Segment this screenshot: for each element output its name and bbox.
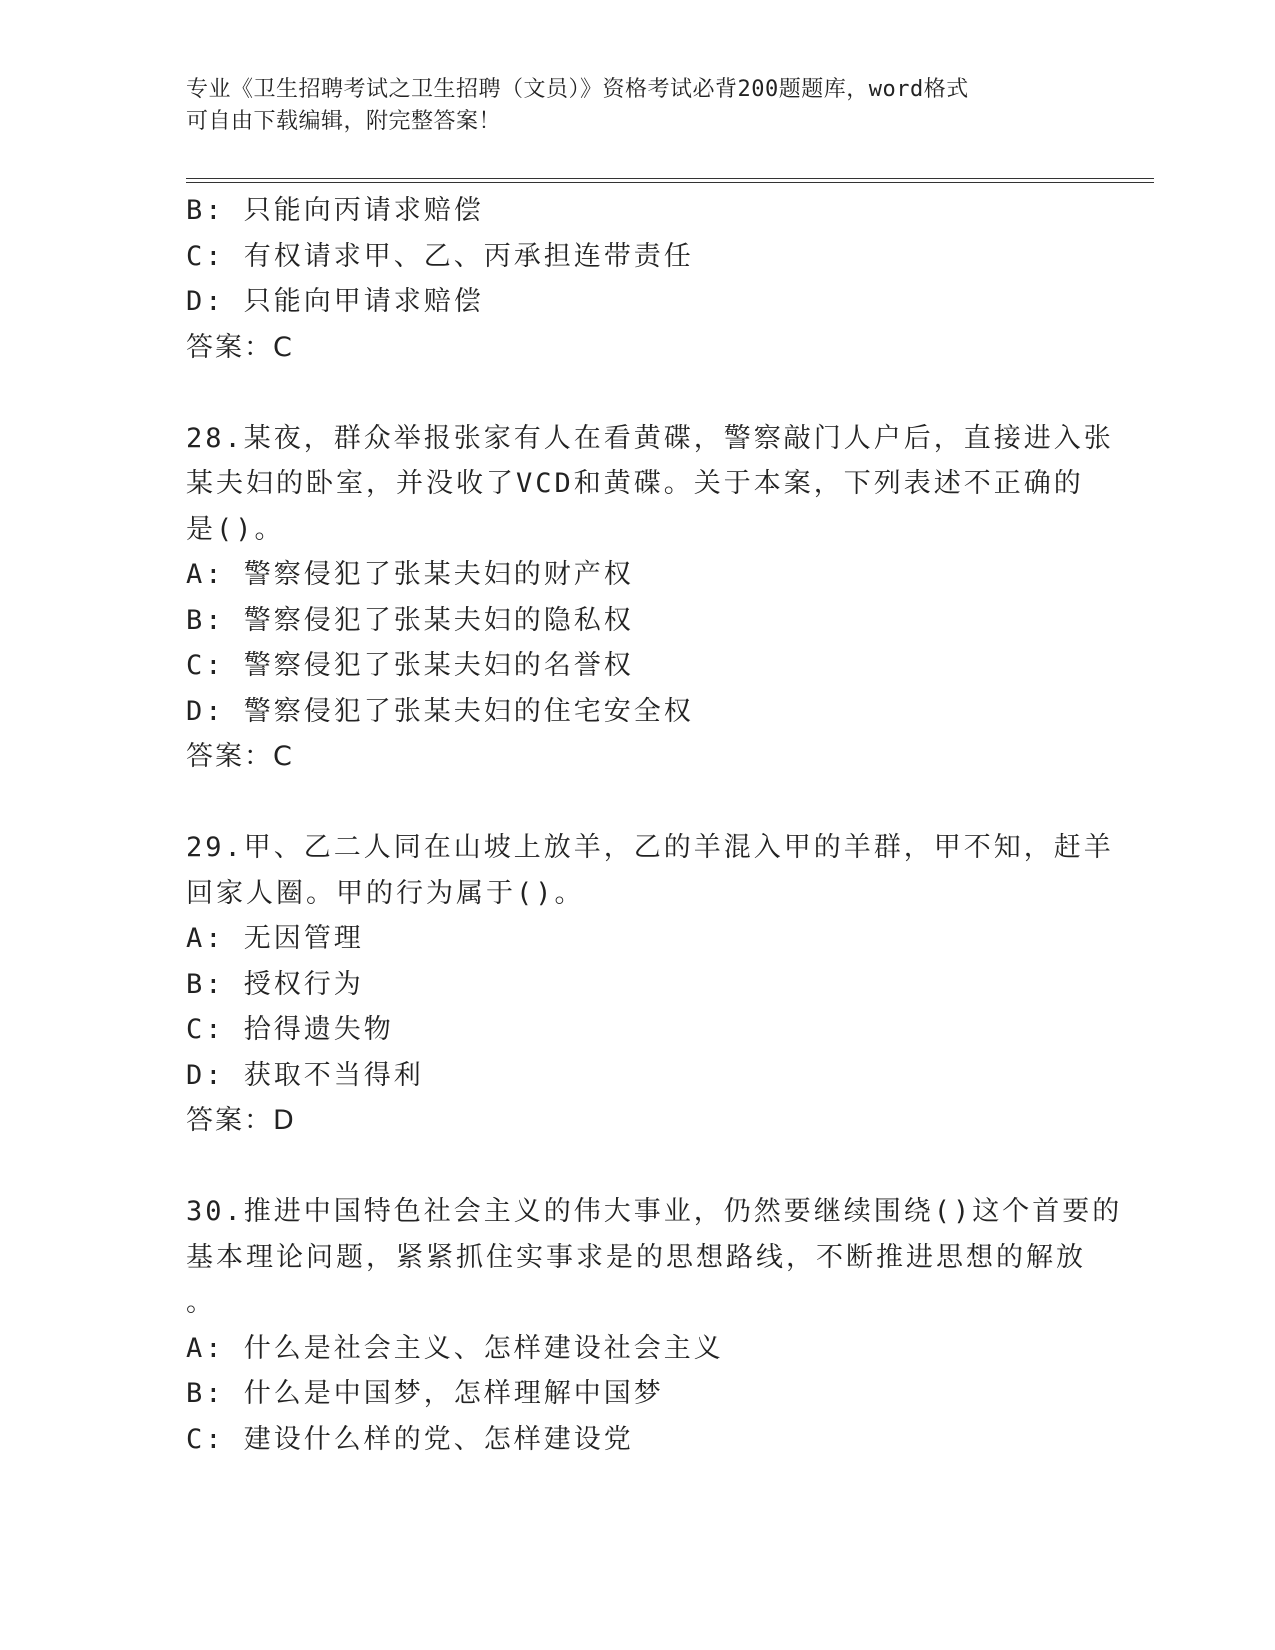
option-b: B: 什么是中国梦，怎样理解中国梦 — [186, 1378, 664, 1409]
option-a: A: 警察侵犯了张某夫妇的财产权 — [186, 559, 634, 590]
option-b: B: 授权行为 — [186, 968, 364, 1000]
option-b: B: 警察侵犯了张某夫妇的隐私权 — [186, 604, 634, 636]
spacer — [186, 780, 1086, 826]
spacer — [186, 1144, 1086, 1190]
question-stem-line: 某夫妇的卧室，并没收了VCD和黄碟。关于本案，下列表述不正确的 — [186, 468, 1084, 499]
option-c: C: 警察侵犯了张某夫妇的名誉权 — [186, 650, 634, 681]
question-content — [186, 188, 1123, 1462]
answer-label: 答案：D — [186, 1105, 296, 1136]
option-c: C: 有权请求甲、乙、丙承担连带责任 — [186, 240, 694, 272]
question-stem-line: 。 — [186, 1287, 216, 1318]
option-a: A: 无因管理 — [186, 923, 364, 954]
question-30 — [186, 1189, 1123, 1462]
option-d: D: 获取不当得利 — [186, 1059, 424, 1091]
header-title-line-1: 专业《卫生招聘考试之卫生招聘（文员）》资格考试必背200题题库，word格式 — [186, 77, 969, 102]
option-d: D: 警察侵犯了张某夫妇的住宅安全权 — [186, 695, 694, 727]
header-rule-bottom — [186, 182, 1154, 183]
option-a: A: 什么是社会主义、怎样建设社会主义 — [186, 1332, 724, 1364]
answer-label: 答案：C — [186, 331, 294, 363]
option-b: B: 只能向丙请求赔偿 — [186, 195, 484, 226]
option-d: D: 只能向甲请求赔偿 — [186, 286, 484, 317]
spacer — [186, 370, 1086, 416]
answer-label: 答案：C — [186, 741, 294, 772]
question-stem-line: 基本理论问题，紧紧抓住实事求是的思想路线，不断推进思想的解放 — [186, 1241, 1086, 1273]
option-c: C: 拾得遗失物 — [186, 1014, 394, 1045]
question-stem-line: 回家人圈。甲的行为属于()。 — [186, 877, 585, 909]
option-c: C: 建设什么样的党、怎样建设党 — [186, 1423, 634, 1455]
question-stem-line: 是()。 — [186, 513, 285, 545]
question-stem-line: 29.甲、乙二人同在山坡上放羊，乙的羊混入甲的羊群，甲不知，赶羊 — [186, 832, 1114, 863]
question-stem-line: 28.某夜，群众举报张家有人在看黄碟，警察敲门人户后，直接进入张 — [186, 422, 1114, 454]
header-title-line-2: 可自由下载编辑，附完整答案！ — [186, 109, 502, 134]
question-29 — [186, 825, 1114, 1144]
question-stem-line: 30.推进中国特色社会主义的伟大事业，仍然要继续围绕()这个首要的 — [186, 1196, 1123, 1227]
page-header — [186, 74, 1066, 138]
question-27-tail — [186, 188, 1086, 370]
header-rule-top — [186, 178, 1154, 179]
question-28 — [186, 416, 1114, 780]
